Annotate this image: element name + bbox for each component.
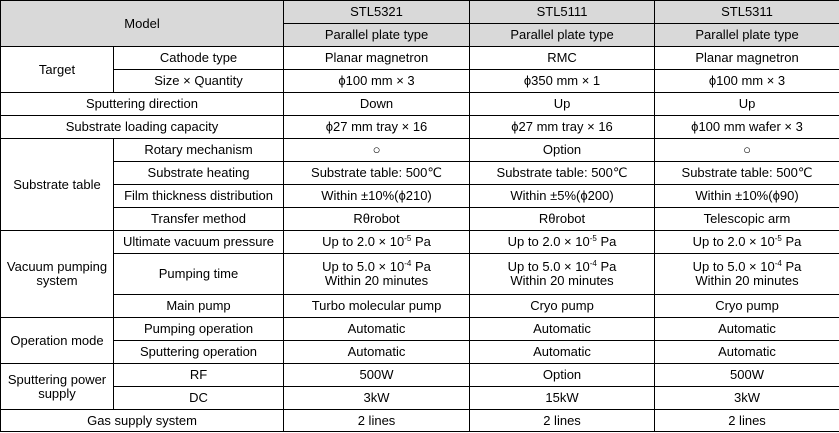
substrate-loading-value: ϕ100 mm wafer × 3 — [655, 116, 839, 139]
rotary-mechanism-label: Rotary mechanism — [114, 139, 284, 162]
pumping-time-unit: Pa — [596, 259, 617, 274]
ultimate-vacuum-unit: Pa — [596, 234, 617, 249]
sputtering-operation-value: Automatic — [284, 341, 470, 364]
ultimate-vacuum-label: Ultimate vacuum pressure — [114, 231, 284, 254]
rf-value: 500W — [284, 364, 470, 387]
target-group-label: Target — [1, 47, 114, 93]
film-thickness-value: Within ±10%(ϕ210) — [284, 185, 470, 208]
pumping-time-limit: Within 20 minutes — [324, 273, 429, 288]
main-pump-value: Cryo pump — [655, 295, 839, 318]
pumping-operation-value: Automatic — [284, 318, 470, 341]
transfer-method-value: Rθrobot — [284, 208, 470, 231]
sputtering-direction-value: Up — [655, 93, 839, 116]
main-pump-value: Cryo pump — [470, 295, 655, 318]
cathode-type-value: RMC — [470, 47, 655, 70]
substrate-heating-value: Substrate table: 500℃ — [284, 162, 470, 185]
ultimate-vacuum-exponent: -5 — [589, 234, 597, 243]
dc-value: 15kW — [470, 387, 655, 410]
transfer-method-value: Telescopic arm — [655, 208, 839, 231]
dc-value: 3kW — [655, 387, 839, 410]
pumping-operation-value: Automatic — [470, 318, 655, 341]
ultimate-vacuum-value — [655, 231, 839, 254]
vacuum-group-label — [1, 231, 114, 318]
pumping-time-exponent: -4 — [774, 259, 782, 268]
transfer-method-value: Rθrobot — [470, 208, 655, 231]
film-thickness-label: Film thickness distribution — [114, 185, 284, 208]
pumping-time-prefix: Up to 5.0 × 10 — [322, 259, 405, 274]
ultimate-vacuum-value — [470, 231, 655, 254]
dc-value: 3kW — [284, 387, 470, 410]
substrate-heating-value: Substrate table: 500℃ — [655, 162, 839, 185]
model-stl5321: STL5321 — [284, 1, 470, 24]
rotary-mechanism-value: Option — [470, 139, 655, 162]
pumping-time-label: Pumping time — [114, 254, 284, 295]
vacuum-group-line1: Vacuum pumping — [6, 259, 108, 274]
pumping-time-limit: Within 20 minutes — [510, 273, 614, 288]
cathode-type-value: Planar magnetron — [655, 47, 839, 70]
ultimate-vacuum-exponent: -5 — [774, 234, 782, 243]
film-thickness-value: Within ±5%(ϕ200) — [470, 185, 655, 208]
size-quantity-label: Size × Quantity — [114, 70, 284, 93]
size-quantity-value: ϕ100 mm × 3 — [655, 70, 839, 93]
pumping-time-exponent: -4 — [589, 259, 597, 268]
substrate-loading-label: Substrate loading capacity — [1, 116, 284, 139]
pumping-operation-label: Pumping operation — [114, 318, 284, 341]
substrate-loading-value: ϕ27 mm tray × 16 — [470, 116, 655, 139]
rf-label: RF — [114, 364, 284, 387]
pumping-time-value — [655, 254, 839, 295]
type-stl5111: Parallel plate type — [470, 24, 655, 47]
main-pump-label: Main pump — [114, 295, 284, 318]
ultimate-vacuum-unit: Pa — [781, 234, 802, 249]
power-supply-line2: supply — [38, 385, 76, 401]
pumping-time-prefix: Up to 5.0 × 10 — [507, 259, 590, 274]
rf-value: Option — [470, 364, 655, 387]
ultimate-vacuum-exponent: -5 — [404, 234, 412, 243]
gas-supply-value: 2 lines — [284, 410, 470, 432]
type-stl5321: Parallel plate type — [284, 24, 470, 47]
power-supply-group-label — [1, 364, 114, 410]
pumping-operation-value: Automatic — [655, 318, 839, 341]
cathode-type-label: Cathode type — [114, 47, 284, 70]
main-pump-value: Turbo molecular pump — [284, 295, 470, 318]
cathode-type-value: Planar magnetron — [284, 47, 470, 70]
ultimate-vacuum-prefix: Up to 2.0 × 10 — [322, 234, 405, 249]
ultimate-vacuum-prefix: Up to 2.0 × 10 — [692, 234, 775, 249]
substrate-heating-value: Substrate table: 500℃ — [470, 162, 655, 185]
substrate-table-group-label: Substrate table — [1, 139, 114, 231]
pumping-time-prefix: Up to 5.0 × 10 — [692, 259, 775, 274]
pumping-time-unit: Pa — [411, 259, 431, 274]
sputtering-direction-value: Down — [284, 93, 470, 116]
substrate-loading-value: ϕ27 mm tray × 16 — [284, 116, 470, 139]
model-stl5311: STL5311 — [655, 1, 839, 24]
vacuum-group-line2: system — [36, 273, 78, 288]
transfer-method-label: Transfer method — [114, 208, 284, 231]
pumping-time-value — [284, 254, 470, 295]
pumping-time-value — [470, 254, 655, 295]
sputtering-direction-label: Sputtering direction — [1, 93, 284, 116]
power-supply-line1: Sputtering power — [7, 371, 107, 387]
type-stl5311: Parallel plate type — [655, 24, 839, 47]
operation-mode-group-label: Operation mode — [1, 318, 114, 364]
pumping-time-limit: Within 20 minutes — [695, 273, 799, 288]
ultimate-vacuum-prefix: Up to 2.0 × 10 — [507, 234, 590, 249]
rotary-mechanism-value: ○ — [284, 139, 470, 162]
pumping-time-unit: Pa — [781, 259, 802, 274]
sputtering-operation-value: Automatic — [655, 341, 839, 364]
gas-supply-value: 2 lines — [470, 410, 655, 432]
model-header: Model — [1, 1, 284, 47]
gas-supply-label: Gas supply system — [1, 410, 284, 432]
size-quantity-value: ϕ100 mm × 3 — [284, 70, 470, 93]
ultimate-vacuum-unit: Pa — [411, 234, 431, 249]
model-stl5111: STL5111 — [470, 1, 655, 24]
pumping-time-exponent: -4 — [404, 259, 412, 268]
film-thickness-value: Within ±10%(ϕ90) — [655, 185, 839, 208]
sputtering-operation-value: Automatic — [470, 341, 655, 364]
dc-label: DC — [114, 387, 284, 410]
rotary-mechanism-value: ○ — [655, 139, 839, 162]
rf-value: 500W — [655, 364, 839, 387]
sputtering-operation-label: Sputtering operation — [114, 341, 284, 364]
ultimate-vacuum-value — [284, 231, 470, 254]
sputtering-direction-value: Up — [470, 93, 655, 116]
substrate-heating-label: Substrate heating — [114, 162, 284, 185]
size-quantity-value: ϕ350 mm × 1 — [470, 70, 655, 93]
gas-supply-value: 2 lines — [655, 410, 839, 432]
